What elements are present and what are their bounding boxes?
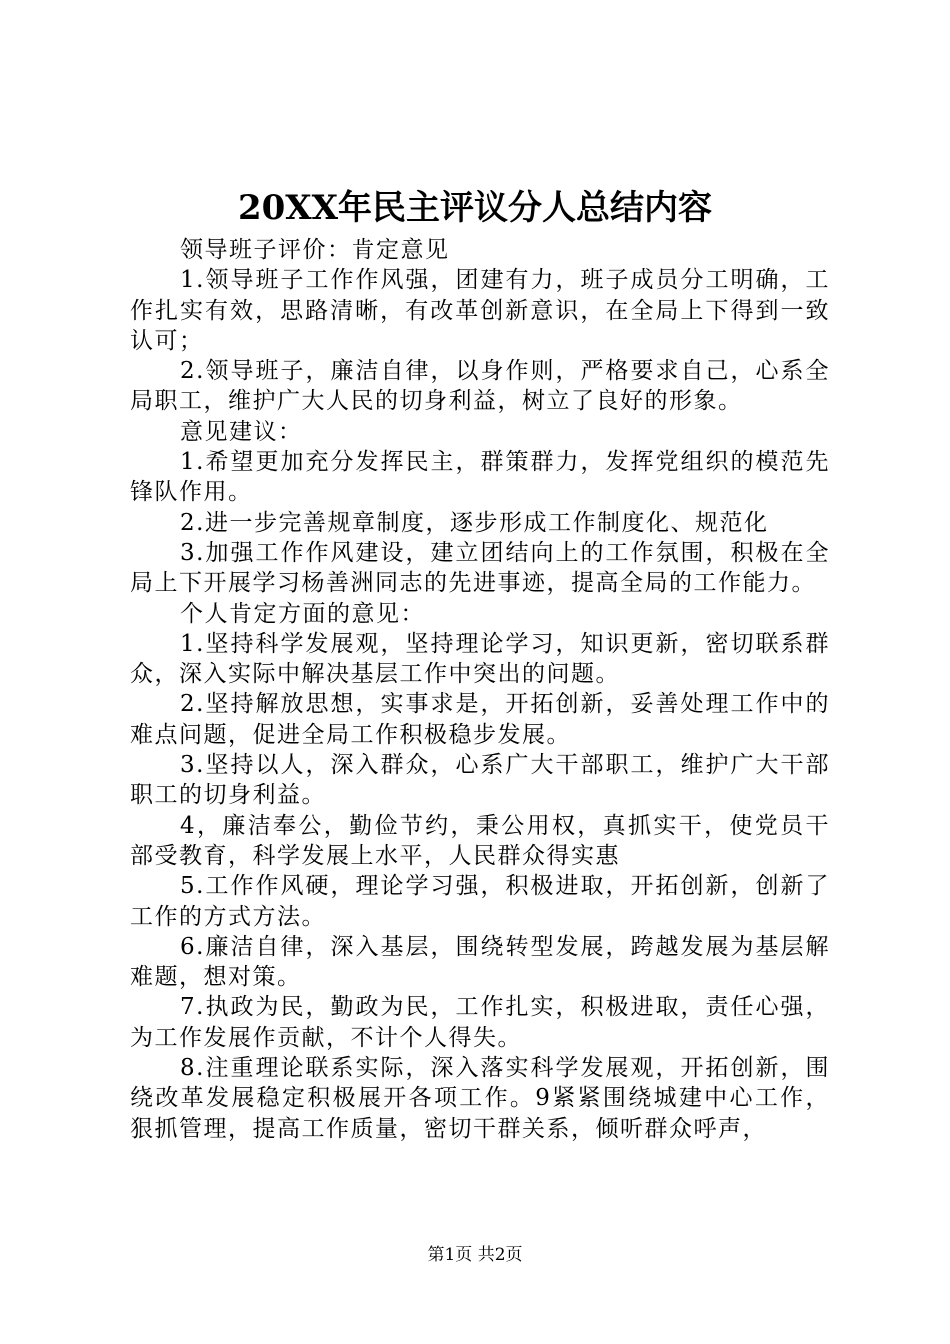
paragraph-personal-8: 8.注重理论联系实际，深入落实科学发展观，开拓创新，围绕改革发展稳定积极展开各项工作。9紧紧围绕城建中心工作，狠抓管理，提高工作质量，密切干群关系，倾听群众呼声， (130, 1055, 830, 1142)
paragraph-leadership-heading: 领导班子评价：肯定意见 (180, 237, 450, 263)
paragraph-suggestions-heading: 意见建议： (180, 418, 303, 445)
document-title: 20XX年民主评议分人总结内容 (237, 188, 713, 228)
paragraph-leadership-2: 2.领导班子，廉洁自律，以身作则，严格要求自己，心系全局职工，维护广大人民的切身利益，树立了良好的形象。 (130, 358, 830, 415)
paragraph-personal-heading: 个人肯定方面的意见： (180, 600, 425, 627)
document-body (130, 235, 830, 1144)
paragraph-personal-5: 5.工作作风硬，理论学习强，积极进取，开拓创新，创新了工作的方式方法。 (130, 873, 830, 930)
page-footer: 第1页 共2页 (427, 1245, 523, 1265)
paragraph-personal-7: 7.执政为民，勤政为民，工作扎实，积极进取，责任心强，为工作发展作贡献，不计个人得失。 (130, 994, 830, 1051)
paragraph-personal-2: 2.坚持解放思想，实事求是，开拓创新，妥善处理工作中的难点问题，促进全局工作积极稳步发展。 (130, 691, 830, 748)
paragraph-personal-3: 3.坚持以人，深入群众，心系广大干部职工，维护广大干部职工的切身利益。 (130, 752, 830, 809)
paragraph-leadership-1: 1.领导班子工作作风强，团建有力，班子成员分工明确，工作扎实有效，思路清晰，有改革创新意识，在全局上下得到一致认可； (130, 267, 830, 354)
paragraph-personal-1: 1.坚持科学发展观，坚持理论学习，知识更新，密切联系群众，深入实际中解决基层工作中突出的问题。 (130, 630, 830, 688)
paragraph-personal-6: 6.廉洁自律，深入基层，围绕转型发展，跨越发展为基层解难题，想对策。 (130, 933, 830, 991)
paragraph-suggestion-3: 3.加强工作作风建设，建立团结向上的工作氛围，积极在全局上下开展学习杨善洲同志的先进事迹，提高全局的工作能力。 (130, 539, 830, 597)
paragraph-personal-4: 4，廉洁奉公，勤俭节约，秉公用权，真抓实干，使党员干部受教育，科学发展上水平，人民群众得实惠 (130, 812, 830, 869)
paragraph-suggestion-1: 1.希望更加充分发挥民主，群策群力，发挥党组织的模范先锋队作用。 (130, 449, 830, 506)
paragraph-suggestion-2: 2.进一步完善规章制度，逐步形成工作制度化、规范化 (180, 509, 769, 536)
